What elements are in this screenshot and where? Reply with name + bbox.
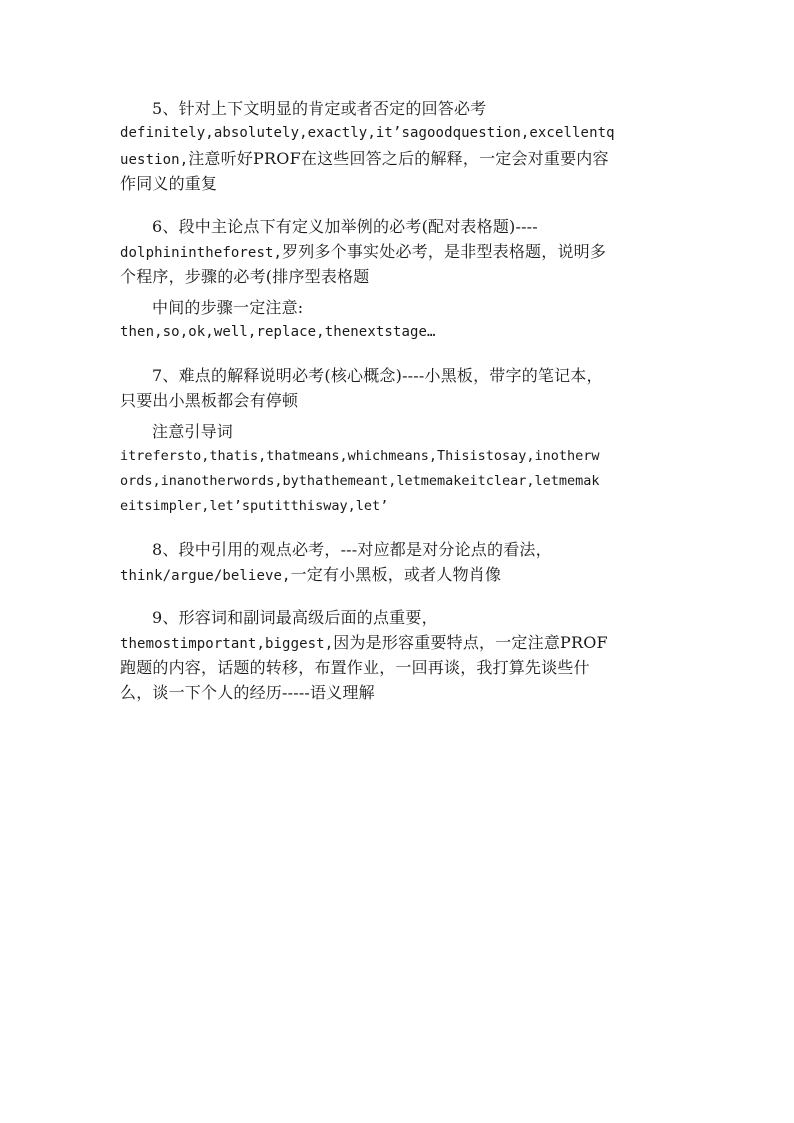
item-9: [120, 605, 676, 705]
item-7-sub-heading: 注意引导词: [152, 422, 234, 441]
item-5-heading: 5、针对上下文明显的肯定或者否定的回答必考: [152, 99, 487, 118]
item-5-line-3: 作同义的重复: [120, 174, 218, 193]
item-9-line-1: [120, 630, 676, 655]
item-9-line-1-cn: 因为是形容重要特点，一定注意PROF: [333, 633, 608, 652]
item-8: [120, 537, 676, 587]
item-7-sub-line-1: itrefersto,thatis,thatmeans,whichmeans,Thisistosay,inotherw: [120, 448, 600, 464]
document-body: [120, 96, 676, 723]
item-5-line-1: definitely,absolutely,exactly,it’sagoodquestion,excellentq: [120, 125, 615, 141]
item-5-line-2: [120, 146, 676, 171]
item-5-line-2-en: uestion,: [120, 152, 189, 168]
item-8-heading: 8、段中引用的观点必考，---对应都是对分论点的看法，: [152, 540, 552, 559]
item-6-line-1-en: dolphinintheforest,: [120, 245, 283, 261]
item-8-line-1-cn: 一定有小黑板，或者人物肖像: [290, 565, 502, 584]
item-9-line-3: 么，谈一下个人的经历-----语义理解: [120, 683, 375, 702]
item-9-heading: 9、形容词和副词最高级后面的点重要，: [152, 608, 438, 627]
item-9-line-1-en: themostimportant,biggest,: [120, 636, 334, 652]
item-7-sub-line-3: eitsimpler,let’sputitthisway,let’: [120, 498, 389, 514]
item-8-line-1: [120, 562, 676, 587]
item-6-sub-line: then,so,ok,well,replace,thenextstage…: [120, 324, 436, 340]
item-6-line-1: [120, 239, 676, 264]
item-7-sub-line-2: ords,inanotherwords,bythathemeant,letmemakeitclear,letmemak: [120, 473, 600, 489]
item-5-line-2-cn: 注意听好PROF在这些回答之后的解释，一定会对重要内容: [188, 149, 609, 168]
item-9-line-2: 跑题的内容，话题的转移，布置作业，一回再谈，我打算先谈些什: [120, 658, 590, 677]
item-6-heading: 6、段中主论点下有定义加举例的必考(配对表格题)----: [152, 217, 538, 236]
item-6-line-2: 个程序，步骤的必考(排序型表格题: [120, 267, 370, 286]
item-8-line-1-en: think/argue/believe,: [120, 568, 291, 584]
item-6: [120, 214, 676, 345]
item-7-line-1: 只要出小黑板都会有停顿: [120, 391, 299, 410]
item-5: [120, 96, 676, 196]
item-6-line-1-cn: 罗列多个事实处必考，是非型表格题，说明多: [282, 242, 607, 261]
item-7-heading: 7、难点的解释说明必考(核心概念)----小黑板，带字的笔记本，: [152, 366, 603, 385]
item-7: [120, 363, 676, 519]
item-6-sub-heading: 中间的步骤一定注意:: [152, 298, 304, 317]
